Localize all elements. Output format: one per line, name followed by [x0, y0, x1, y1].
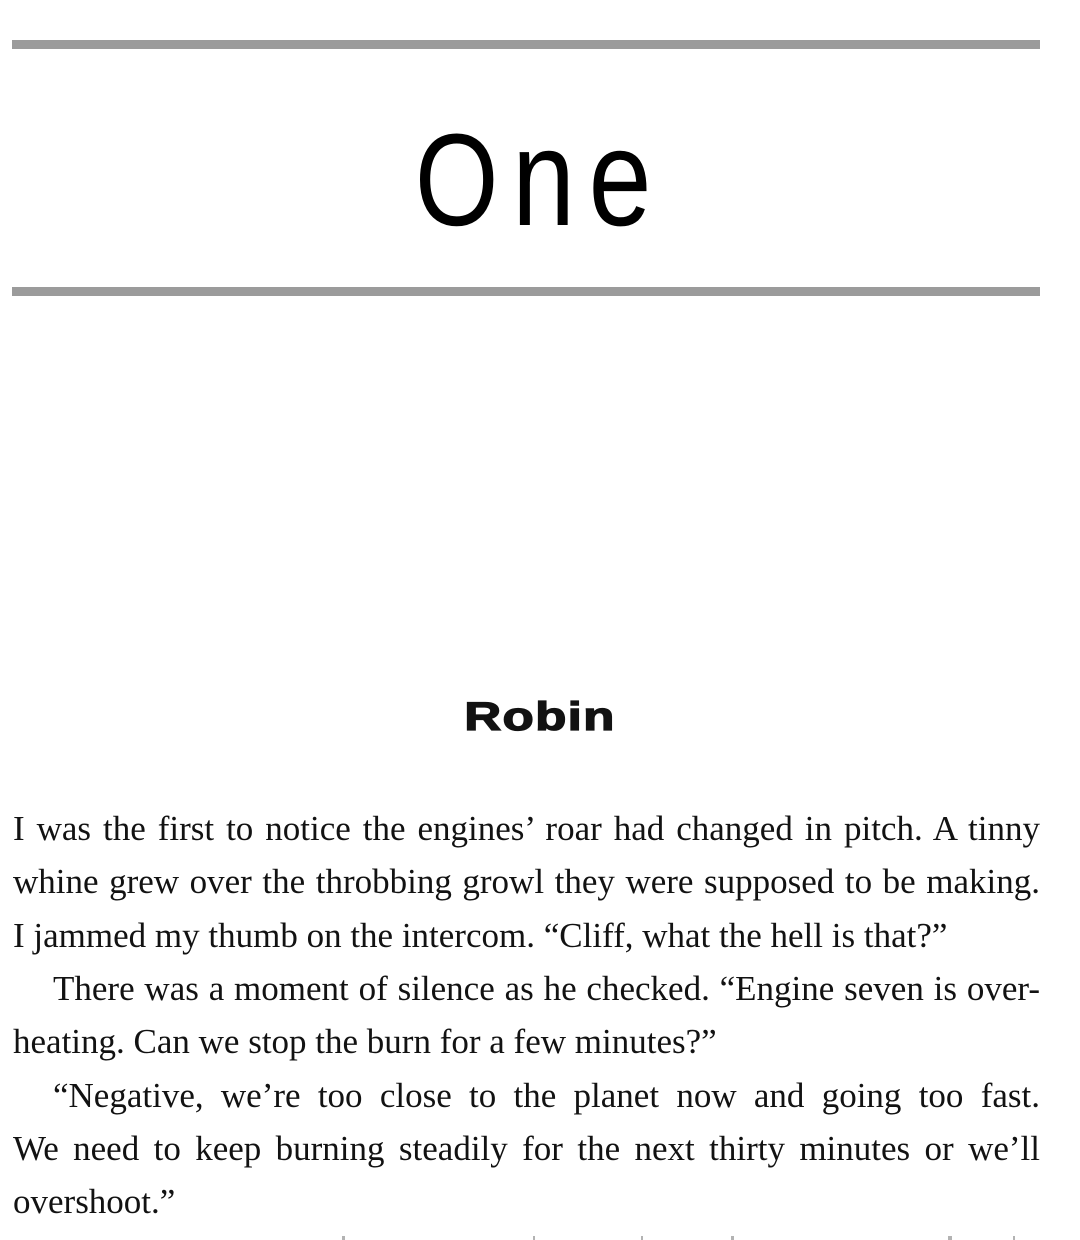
text-line: overshoot.” [13, 1182, 176, 1222]
paragraph [13, 962, 1040, 1069]
text-line: I was the first to notice the engines’ roar had changed in pitch. A tinny [13, 809, 1040, 848]
text-line: heating. Can we stop the burn for a few minutes?” [13, 1022, 717, 1062]
pov-character-heading: Robin [464, 695, 616, 739]
top-rule [12, 40, 1040, 49]
text-line: whine grew over the throbbing growl they were supposed to be making. [13, 862, 1040, 902]
body-text [13, 802, 1040, 1229]
clipped-next-line-letter-tops [0, 1235, 1080, 1240]
text-line: We need to keep burning steadily for the next thirty minutes or we’ll [13, 1128, 1040, 1168]
paragraph [13, 1069, 1040, 1229]
text-line: I jammed my thumb on the intercom. “Cliff, what the hell is that?” [13, 915, 948, 955]
text-line: There was a moment of silence as he checked. “Engine seven is over- [53, 968, 1040, 1008]
paragraph [13, 802, 1040, 962]
text-line: “Negative, we’re too close to the planet now and going too fast. [53, 1075, 1040, 1115]
bottom-rule [12, 287, 1040, 296]
chapter-title: One [414, 101, 666, 255]
